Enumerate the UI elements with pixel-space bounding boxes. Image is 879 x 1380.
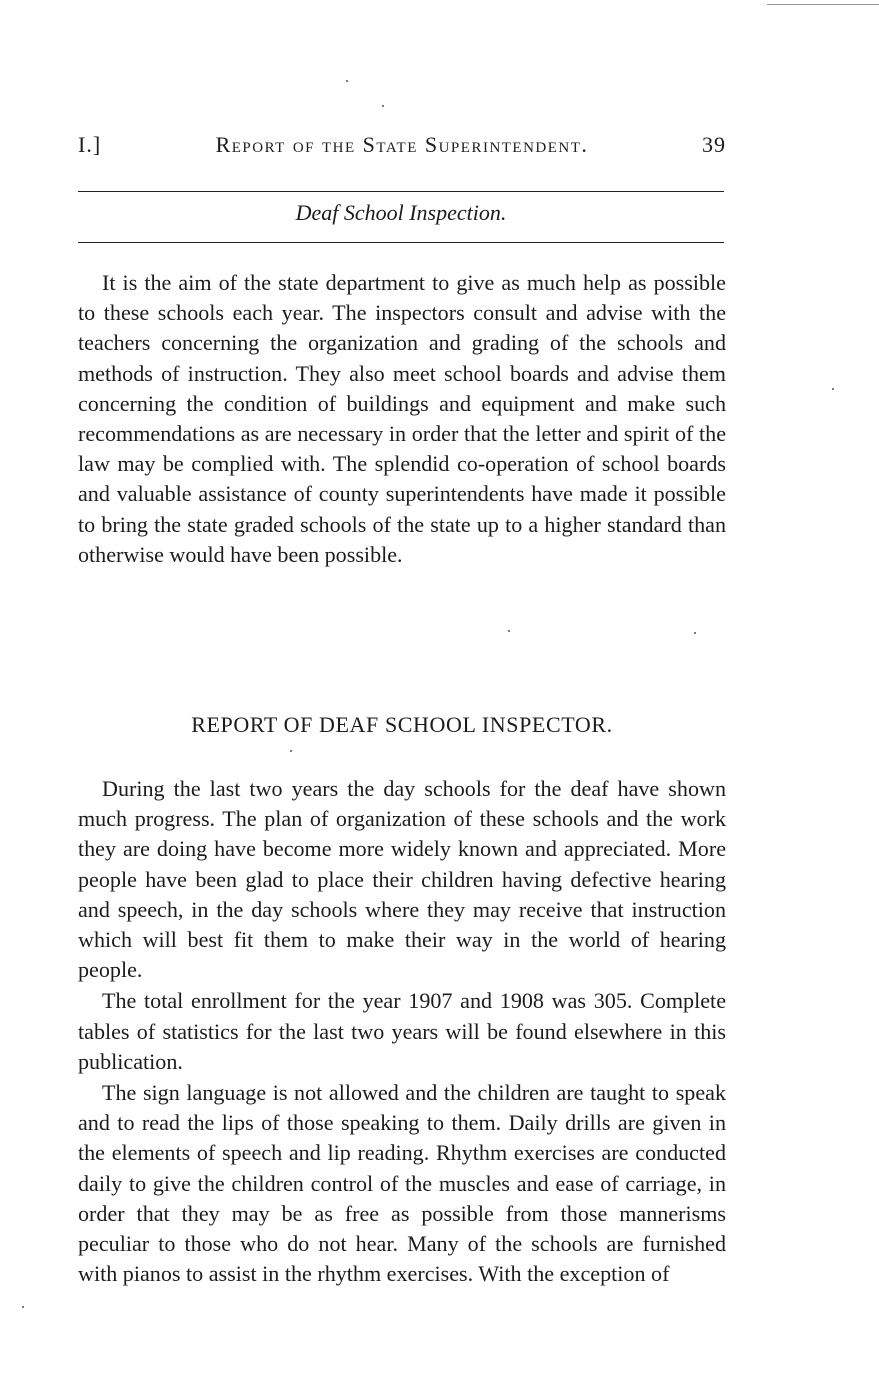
running-title: Report of the State Superintendent. <box>215 132 589 157</box>
intro-section <box>78 268 726 570</box>
intro-paragraph: It is the aim of the state department to give as much help as possible to these schools each year. The inspectors consult and advise with the teachers concerning the organization and grading of the schools and methods of instruction. They also meet school boards and advise them concerning the condition of buildings and equipment and make such recommendations as are necessary in order that the letter and spirit of the law may be complied with. The splendid co-operation of school boards and valuable assistance of county superintendents have made it possible to bring the state graded schools of the state up to a higher standard than otherwise would have been possible. <box>78 270 726 567</box>
report-title: REPORT OF DEAF SCHOOL INSPECTOR. <box>191 712 613 737</box>
scan-speck <box>832 388 834 390</box>
scan-speck <box>694 632 696 634</box>
header-rule-bottom <box>78 242 724 243</box>
scan-speck <box>382 105 384 107</box>
page-header <box>78 132 726 164</box>
page-number: 39 <box>702 132 726 157</box>
header-rule-top <box>78 191 724 192</box>
folio-mark: I.] <box>78 132 102 157</box>
scan-speck <box>346 80 348 82</box>
report-section <box>78 774 726 1289</box>
scan-speck <box>22 1306 24 1308</box>
scan-speck <box>290 750 292 752</box>
section-title: Deaf School Inspection. <box>295 200 507 225</box>
page-edge-line <box>767 4 879 5</box>
report-paragraph: During the last two years the day schools for the deaf have shown much progress. The plan of organization of these schools and the work they are doing have become more widely known and appreciated. More people have been glad to place their children having defective hearing and speech, in the day schools where they may receive that instruction which will best fit them to make their way in the world of hearing people. <box>78 776 726 983</box>
scan-speck <box>508 630 510 632</box>
report-paragraph: The sign language is not allowed and the children are taught to speak and to read the lips of those speaking to them. Daily drills are given in the elements of speech and lip reading. Rhythm exercises are conducted daily to give the children control of the muscles and ease of carriage, in order that they may be as free as possible from those mannerisms peculiar to those who do not hear. Many of the schools are furnished with pianos to assist in the rhythm exercises. With the exception of <box>78 1080 726 1287</box>
report-paragraph: The total enrollment for the year 1907 and 1908 was 305. Complete tables of statistics for the last two years will be found elsewhere in this publication. <box>78 988 726 1074</box>
